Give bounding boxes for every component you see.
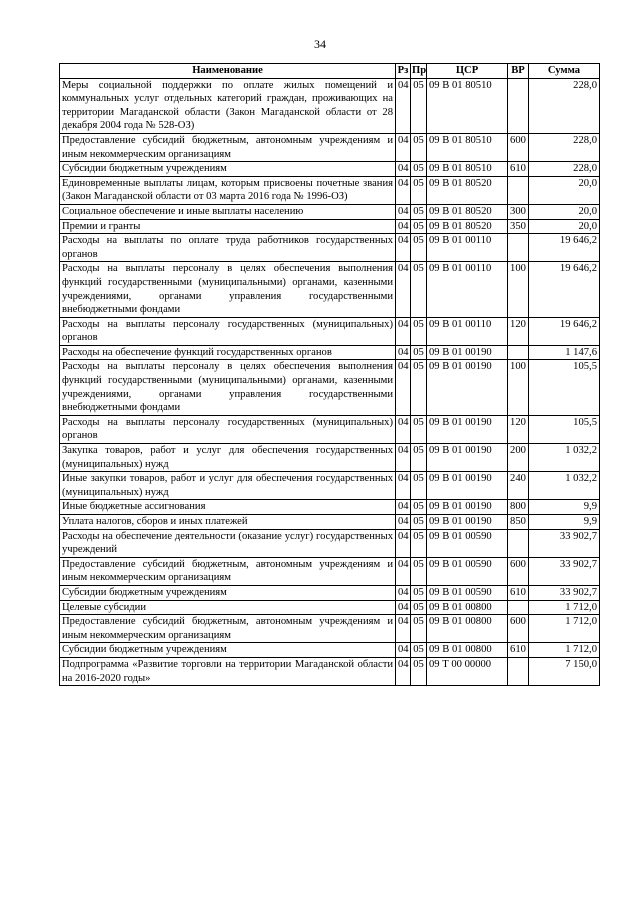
cell-pr: 05: [411, 262, 427, 317]
cell-vr: 120: [508, 317, 529, 345]
cell-rz: 04: [396, 345, 411, 360]
header-pr: Пр: [411, 64, 427, 79]
cell-pr: 05: [411, 176, 427, 204]
cell-name: Социальное обеспечение и иные выплаты населению: [60, 204, 396, 219]
cell-name: Расходы на обеспечение деятельности (оказание услуг) государственных учреждений: [60, 529, 396, 557]
cell-name: Уплата налогов, сборов и иных платежей: [60, 515, 396, 530]
cell-amount: 20,0: [529, 176, 600, 204]
cell-pr: 05: [411, 133, 427, 161]
cell-name: Субсидии бюджетным учреждениям: [60, 162, 396, 177]
cell-csr: 09 В 01 00590: [427, 557, 508, 585]
cell-vr: 610: [508, 585, 529, 600]
table-row: [60, 78, 600, 133]
cell-name: Расходы на выплаты персоналу в целях обеспечения выполнения функций государственными (муниципальными) органами, казенными учреждениями, органами управления государственными внебюджетными фондами: [60, 360, 396, 415]
table-row: [60, 585, 600, 600]
cell-csr: 09 В 01 00800: [427, 615, 508, 643]
cell-amount: 1 032,2: [529, 472, 600, 500]
cell-vr: [508, 234, 529, 262]
table-row: [60, 317, 600, 345]
table-row: [60, 500, 600, 515]
cell-rz: 04: [396, 472, 411, 500]
table-row: [60, 472, 600, 500]
cell-csr: 09 В 01 00190: [427, 444, 508, 472]
cell-csr: 09 В 01 00800: [427, 643, 508, 658]
cell-name: Расходы на выплаты персоналу государственных (муниципальных) органов: [60, 415, 396, 443]
cell-vr: 850: [508, 515, 529, 530]
header-vr: ВР: [508, 64, 529, 79]
cell-rz: 04: [396, 176, 411, 204]
cell-name: Субсидии бюджетным учреждениям: [60, 643, 396, 658]
cell-amount: 7 150,0: [529, 657, 600, 685]
table-body: [60, 78, 600, 686]
cell-pr: 05: [411, 78, 427, 133]
cell-amount: 105,5: [529, 360, 600, 415]
cell-vr: 600: [508, 615, 529, 643]
cell-amount: 19 646,2: [529, 234, 600, 262]
cell-csr: 09 В 01 00190: [427, 472, 508, 500]
cell-rz: 04: [396, 615, 411, 643]
cell-vr: 600: [508, 557, 529, 585]
table-header: [60, 64, 600, 79]
table-row: [60, 657, 600, 685]
cell-rz: 04: [396, 204, 411, 219]
cell-pr: 05: [411, 472, 427, 500]
cell-name: Иные закупки товаров, работ и услуг для обеспечения государственных (муниципальных) нужд: [60, 472, 396, 500]
cell-name: Расходы на обеспечение функций государственных органов: [60, 345, 396, 360]
cell-csr: 09 В 01 00110: [427, 262, 508, 317]
page-number: 34: [314, 37, 326, 51]
table-row: [60, 345, 600, 360]
cell-name: Расходы на выплаты по оплате труда работников государственных органов: [60, 234, 396, 262]
cell-vr: 300: [508, 204, 529, 219]
cell-rz: 04: [396, 657, 411, 685]
cell-csr: 09 В 01 00190: [427, 360, 508, 415]
cell-csr: 09 В 01 00110: [427, 234, 508, 262]
cell-rz: 04: [396, 529, 411, 557]
cell-csr: 09 В 01 00590: [427, 529, 508, 557]
cell-vr: 350: [508, 219, 529, 234]
cell-csr: 09 В 01 00800: [427, 600, 508, 615]
cell-amount: 1 712,0: [529, 600, 600, 615]
cell-csr: 09 В 01 80520: [427, 176, 508, 204]
cell-pr: 05: [411, 500, 427, 515]
cell-rz: 04: [396, 234, 411, 262]
cell-name: Расходы на выплаты персоналу государственных (муниципальных) органов: [60, 317, 396, 345]
cell-name: Меры социальной поддержки по оплате жилых помещений и коммунальных услуг отдельных категорий граждан, проживающих на территории Магаданской области (Закон Магаданской области от 28 декабря 2004 года № 528-ОЗ): [60, 78, 396, 133]
cell-amount: 33 902,7: [529, 557, 600, 585]
cell-csr: 09 В 01 80520: [427, 204, 508, 219]
cell-amount: 20,0: [529, 219, 600, 234]
cell-amount: 1 712,0: [529, 615, 600, 643]
cell-rz: 04: [396, 78, 411, 133]
cell-rz: 04: [396, 643, 411, 658]
table-row: [60, 643, 600, 658]
cell-rz: 04: [396, 515, 411, 530]
table-row: [60, 176, 600, 204]
cell-name: Расходы на выплаты персоналу в целях обеспечения выполнения функций государственными (муниципальными) органами, казенными учреждениями, органами управления государственными внебюджетными фондами: [60, 262, 396, 317]
cell-rz: 04: [396, 557, 411, 585]
header-amount: Сумма: [529, 64, 600, 79]
table-row: [60, 234, 600, 262]
table-row: [60, 219, 600, 234]
cell-csr: 09 В 01 00190: [427, 515, 508, 530]
cell-name: Иные бюджетные ассигнования: [60, 500, 396, 515]
table-row: [60, 262, 600, 317]
table-row: [60, 557, 600, 585]
cell-vr: [508, 529, 529, 557]
table-row: [60, 600, 600, 615]
cell-name: Премии и гранты: [60, 219, 396, 234]
cell-pr: 05: [411, 360, 427, 415]
cell-rz: 04: [396, 262, 411, 317]
cell-amount: 105,5: [529, 415, 600, 443]
cell-name: Предоставление субсидий бюджетным, автономным учреждениям и иным некоммерческим организациям: [60, 557, 396, 585]
cell-pr: 05: [411, 643, 427, 658]
table-row: [60, 515, 600, 530]
cell-csr: 09 В 01 00190: [427, 415, 508, 443]
cell-vr: 610: [508, 643, 529, 658]
cell-amount: 33 902,7: [529, 529, 600, 557]
cell-vr: [508, 657, 529, 685]
cell-name: Субсидии бюджетным учреждениям: [60, 585, 396, 600]
cell-csr: 09 В 01 00190: [427, 500, 508, 515]
cell-vr: 200: [508, 444, 529, 472]
cell-amount: 9,9: [529, 515, 600, 530]
cell-csr: 09 В 01 80510: [427, 162, 508, 177]
cell-amount: 1 147,6: [529, 345, 600, 360]
cell-amount: 228,0: [529, 133, 600, 161]
cell-amount: 228,0: [529, 78, 600, 133]
cell-amount: 9,9: [529, 500, 600, 515]
cell-rz: 04: [396, 415, 411, 443]
cell-vr: [508, 345, 529, 360]
cell-pr: 05: [411, 162, 427, 177]
cell-vr: 100: [508, 262, 529, 317]
cell-pr: 05: [411, 529, 427, 557]
cell-pr: 05: [411, 585, 427, 600]
cell-name: Закупка товаров, работ и услуг для обеспечения государственных (муниципальных) нужд: [60, 444, 396, 472]
cell-amount: 19 646,2: [529, 317, 600, 345]
cell-name: Предоставление субсидий бюджетным, автономным учреждениям и иным некоммерческим организациям: [60, 133, 396, 161]
cell-rz: 04: [396, 444, 411, 472]
cell-amount: 19 646,2: [529, 262, 600, 317]
cell-vr: [508, 600, 529, 615]
table-row: [60, 529, 600, 557]
cell-pr: 05: [411, 557, 427, 585]
cell-pr: 05: [411, 219, 427, 234]
cell-vr: 240: [508, 472, 529, 500]
cell-csr: 09 В 01 00190: [427, 345, 508, 360]
header-rz: Рз: [396, 64, 411, 79]
cell-name: Подпрограмма «Развитие торговли на территории Магаданской области на 2016-2020 годы»: [60, 657, 396, 685]
cell-pr: 05: [411, 515, 427, 530]
cell-vr: [508, 78, 529, 133]
cell-vr: [508, 176, 529, 204]
cell-vr: 600: [508, 133, 529, 161]
cell-name: Предоставление субсидий бюджетным, автономным учреждениям и иным некоммерческим организациям: [60, 615, 396, 643]
cell-csr: 09 В 01 00110: [427, 317, 508, 345]
cell-amount: 1 032,2: [529, 444, 600, 472]
cell-vr: 120: [508, 415, 529, 443]
table-row: [60, 162, 600, 177]
cell-amount: 20,0: [529, 204, 600, 219]
cell-rz: 04: [396, 219, 411, 234]
cell-amount: 228,0: [529, 162, 600, 177]
header-csr: ЦСР: [427, 64, 508, 79]
cell-rz: 04: [396, 133, 411, 161]
cell-amount: 33 902,7: [529, 585, 600, 600]
cell-pr: 05: [411, 600, 427, 615]
table-row: [60, 415, 600, 443]
table-row: [60, 204, 600, 219]
cell-pr: 05: [411, 444, 427, 472]
cell-csr: 09 В 01 80510: [427, 78, 508, 133]
table-row: [60, 133, 600, 161]
cell-amount: 1 712,0: [529, 643, 600, 658]
table-row: [60, 360, 600, 415]
table-row: [60, 444, 600, 472]
cell-pr: 05: [411, 657, 427, 685]
cell-name: Единовременные выплаты лицам, которым присвоены почетные звания (Закон Магаданской области от 03 марта 2016 года № 1996-ОЗ): [60, 176, 396, 204]
cell-pr: 05: [411, 317, 427, 345]
cell-vr: 800: [508, 500, 529, 515]
header-name: Наименование: [60, 64, 396, 79]
header-row: [60, 64, 600, 79]
cell-rz: 04: [396, 500, 411, 515]
table-row: [60, 615, 600, 643]
budget-table: [59, 63, 600, 686]
cell-rz: 04: [396, 360, 411, 415]
cell-rz: 04: [396, 317, 411, 345]
cell-pr: 05: [411, 234, 427, 262]
cell-csr: 09 В 01 80520: [427, 219, 508, 234]
cell-pr: 05: [411, 415, 427, 443]
cell-pr: 05: [411, 615, 427, 643]
cell-csr: 09 В 01 00590: [427, 585, 508, 600]
cell-pr: 05: [411, 345, 427, 360]
cell-pr: 05: [411, 204, 427, 219]
cell-csr: 09 В 01 80510: [427, 133, 508, 161]
cell-csr: 09 Т 00 00000: [427, 657, 508, 685]
cell-rz: 04: [396, 585, 411, 600]
cell-name: Целевые субсидии: [60, 600, 396, 615]
cell-vr: 610: [508, 162, 529, 177]
cell-rz: 04: [396, 162, 411, 177]
cell-rz: 04: [396, 600, 411, 615]
cell-vr: 100: [508, 360, 529, 415]
